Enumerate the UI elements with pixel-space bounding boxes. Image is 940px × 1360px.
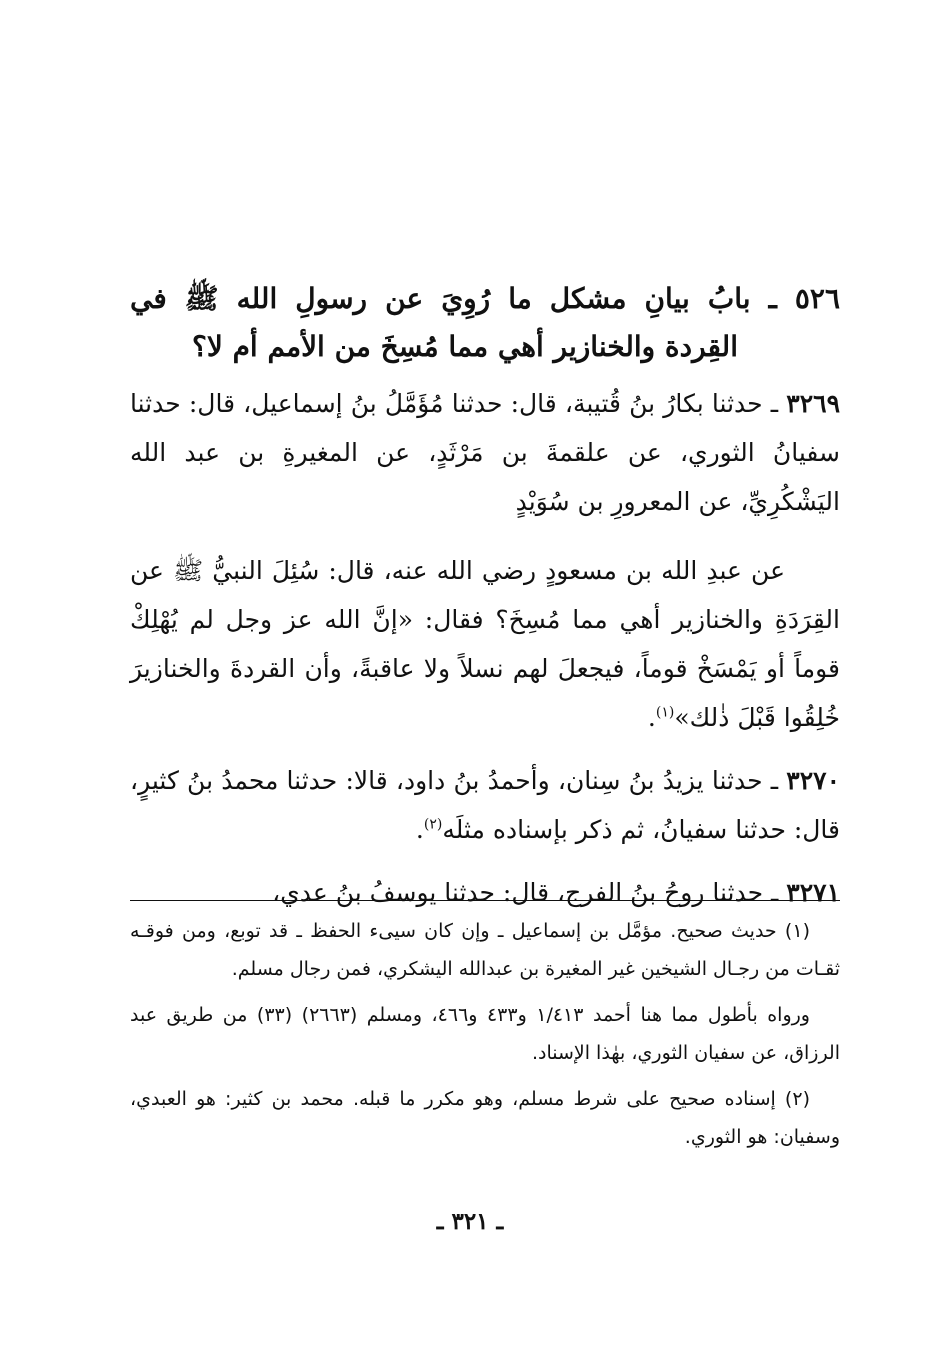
chapter-title-line-1: ٥٢٦ ـ بابُ بيانِ مشكل ما رُوِيَ عن رسولِ الله ﷺ في [130,282,840,315]
hadith-number: ٣٢٧٠ [786,766,840,795]
matn-end: . [647,703,656,732]
footnotes [130,912,840,1164]
footnote-1: (١) حديث صحيح. مؤمَّل بن إسماعيل ـ وإن كان سيىء الحفظ ـ قد توبع، ومن فوقـه ثقـات من رجـال الشيخين غير المغيرة بن عبدالله اليشكري، فمن رجال مسلم. [130,920,840,980]
hadith-text: ـ حدثنا يزيدُ بنُ سِنان، وأحمدُ بنُ داود، قالا: حدثنا محمدُ بنُ كثيرٍ، قال: حدثنا سفيانُ، ثم ذكر بإسناده مثلَه [130,766,840,844]
footnote-divider [130,900,840,901]
page-number: ـ ٣٢١ ـ [436,1208,504,1235]
chapter-title [130,275,840,371]
hadith-matn [130,546,840,742]
hadith-text: ـ حدثنا روحُ بنُ الفرج، قال: حدثنا يوسفُ بنُ عدي، [272,878,779,907]
footnote-1-continuation: ورواه بأطول مما هنا أحمد ١/٤١٣ و٤٣٣ و٤٦٦، ومسلم (٢٦٦٣) (٣٣) من طريق عبد الرزاق، عن سفيان الثوري، بهٰذا الإسناد. [130,1004,840,1064]
hadith-number: ٣٢٦٩ [786,389,840,418]
hadith-number: ٣٢٧١ [786,878,840,907]
footnote-marker-1[interactable]: (١) [655,704,675,721]
page-body [130,275,840,917]
footnote-marker-2[interactable]: (٢) [423,816,443,833]
hadith-3270 [130,756,840,854]
hadith-3269 [130,379,840,526]
matn-text: عن عبدِ الله بن مسعودٍ رضي الله عنه، قال: سُئِلَ النبيُّ ﷺ عن القِرَدَةِ والخنازير أهي مما مُسِخَ؟ فقال: «إنَّ الله عز وجل لم يُهْلِكْ قوماً أو يَمْسَخْ قوماً، فيجعلَ لهم نسلاً ولا عاقبةً، وأن القردةَ والخنازيرَ خُلِقُوا قَبْلَ ذٰلك» [130,556,840,732]
hadith-isnad: ـ حدثنا بكارُ بنُ قُتيبة، قال: حدثنا مُؤَمَّلُ بنُ إسماعيل، قال: حدثنا سفيانُ الثوري، عن علقمةَ بن مَرْثَدٍ، عن المغيرةِ بن عبد الله اليَشْكُرِيِّ، عن المعرورِ بن سُوَيْدٍ [130,389,840,516]
hadith-end: . [415,815,424,844]
footnote-2: (٢) إسناده صحيح على شرط مسلم، وهو مكرر ما قبله. محمد بن كثير: هو العبدي، وسفيان: هو الثوري. [130,1088,840,1148]
chapter-title-line-2: القِردة والخنازير أهي مما مُسِخَ من الأمم أم لا؟ [192,330,738,363]
hadith-3271 [130,868,840,917]
